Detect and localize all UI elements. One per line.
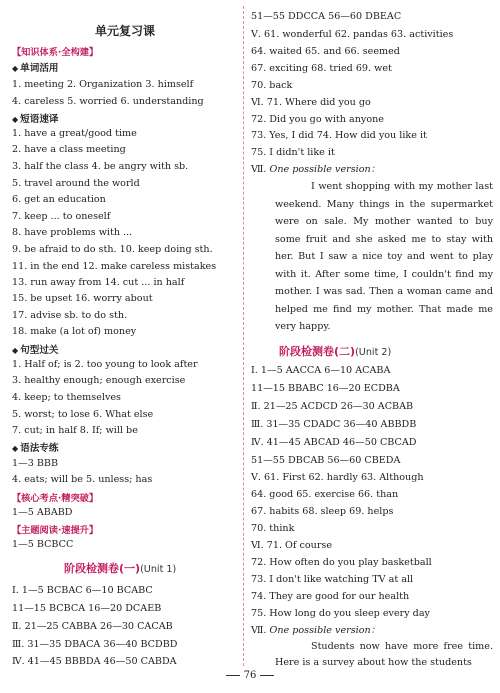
answer-line: 5. travel around the world (12, 178, 140, 189)
answer-line: 70. think (251, 523, 295, 534)
answer-line: 1—3 BBB (12, 458, 59, 469)
answer-line: 15. be upset 16. worry about (12, 293, 153, 304)
answer-line: 11—15 BBABC 16—20 ECDBA (251, 383, 400, 394)
answer-line: Ⅳ. 41—45 ABCAD 46—50 CBCAD (251, 437, 417, 448)
answer-line: 51—55 DBCAB 56—60 CBEDA (251, 455, 401, 466)
answer-line: Ⅴ. 61. First 62. hardly 63. Although (251, 472, 424, 483)
subsection-sentences: ◆ 句型过关 (12, 342, 59, 356)
subsection-words: ◆ 单词活用 (12, 60, 59, 74)
answer-line: Ⅱ. 21—25 ACDCD 26—30 ACBAB (251, 401, 414, 412)
answer-line: 64. waited 65. and 66. seemed (251, 46, 400, 57)
answer-line: 1. Half of; is 2. too young to look after (12, 359, 198, 370)
page-title: 单元复习课 (94, 24, 155, 38)
answer-line: Ⅵ. 71. Of course (251, 540, 333, 551)
answer-line: 1. have a great/good time (12, 128, 137, 139)
answer-line: 11. in the end 12. make careless mistakes (12, 261, 217, 272)
answer-line: Ⅱ. 21—25 CABBA 26—30 CACAB (12, 621, 173, 632)
answer-line: Ⅵ. 71. Where did you go (251, 97, 371, 108)
answer-line: 72. Did you go with anyone (251, 114, 384, 125)
answer-line: 67. habits 68. sleep 69. helps (251, 506, 394, 517)
answer-line: 3. healthy enough; enough exercise (12, 375, 186, 386)
section-tag-knowledge: 【知识体系·全构建】 (12, 47, 99, 58)
answer-line: 1—5 BCBCC (12, 539, 74, 550)
column-divider (243, 6, 245, 666)
answer-line: 11—15 BCBCA 16—20 DCAEB (12, 603, 162, 614)
answer-line: 4. eats; will be 5. unless; has (12, 474, 153, 485)
answer-line: 4. keep; to themselves (12, 392, 121, 403)
answer-line: 18. make (a lot of) money (12, 326, 137, 337)
answer-line: 1—5 ABABD (12, 507, 73, 518)
answer-line: 70. back (251, 80, 293, 91)
answer-line: Ⅰ. 1—5 AACCA 6—10 ACABA (251, 365, 391, 376)
answer-line: 7. keep ... to oneself (12, 211, 111, 222)
subsection-grammar: ◆ 语法专练 (12, 440, 59, 454)
answer-line: Ⅲ. 31—35 DBACA 36—40 BCDBD (12, 639, 178, 650)
answer-line: 6. get an education (12, 194, 106, 205)
answer-line: 9. be afraid to do sth. 10. keep doing sth. (12, 244, 213, 255)
answer-line: Ⅲ. 31—35 CDADC 36—40 ABBDB (251, 419, 417, 430)
answer-line: 4. careless 5. worried 6. understanding (12, 96, 204, 107)
essay2-paragraph: Students now have more free time. Here is a survey about how the students (275, 641, 493, 668)
answer-line: 13. run away from 14. cut ... in half (12, 277, 185, 288)
answer-line: 17. advise sb. to do sth. (12, 310, 128, 321)
page-number: 76 (0, 670, 500, 681)
essay-paragraph: I went shopping with my mother last weekend. Many things in the supermarket were on sale. My mother wanted to buy some fruit and she asked me to stay with her. But I saw a nice toy and went to play with it. After some time, I couldn't find my mother. I was sad. Then a woman came and helped me find my mother. That made me very happy. (275, 181, 493, 332)
answer-line: 75. I didn't like it (251, 147, 335, 158)
unit2-heading: 阶段检测卷(二)(Unit 2) (279, 345, 392, 358)
essay2-label: Ⅶ. One possible version： (251, 625, 381, 636)
subsection-phrases: ◆ 短语速译 (12, 111, 59, 125)
answer-line: 2. have a class meeting (12, 144, 126, 155)
answer-line: Ⅴ. 61. wonderful 62. pandas 63. activities (251, 29, 454, 40)
answer-line: 75. How long do you sleep every day (251, 608, 430, 619)
answer-line: 74. They are good for our health (251, 591, 410, 602)
section-tag-reading: 【主题阅读·速提升】 (12, 525, 99, 536)
answer-line: 67. exciting 68. tried 69. wet (251, 63, 392, 74)
answer-line: 72. How often do you play basketball (251, 557, 432, 568)
answer-line: 73. I don't like watching TV at all (251, 574, 414, 585)
answer-line: 5. worst; to lose 6. What else (12, 409, 154, 420)
answer-line: 8. have problems with ... (12, 227, 133, 238)
unit1-heading: 阶段检测卷(一)(Unit 1) (64, 562, 177, 575)
answer-line: 64. good 65. exercise 66. than (251, 489, 399, 500)
answer-line: Ⅳ. 41—45 BBBDA 46—50 CABDA (12, 656, 177, 667)
answer-line: 7. cut; in half 8. If; will be (12, 425, 138, 436)
answer-line: 1. meeting 2. Organization 3. himself (12, 79, 194, 90)
answer-line: Ⅰ. 1—5 BCBAC 6—10 BCABC (12, 585, 153, 596)
answer-line: 73. Yes, I did 74. How did you like it (251, 130, 427, 141)
section-tag-core: 【核心考点·精突破】 (12, 493, 99, 504)
essay-label: Ⅶ. One possible version： (251, 164, 381, 175)
answer-line: 51—55 DDCCA 56—60 DBEAC (251, 11, 402, 22)
answer-line: 3. half the class 4. be angry with sb. (12, 161, 189, 172)
